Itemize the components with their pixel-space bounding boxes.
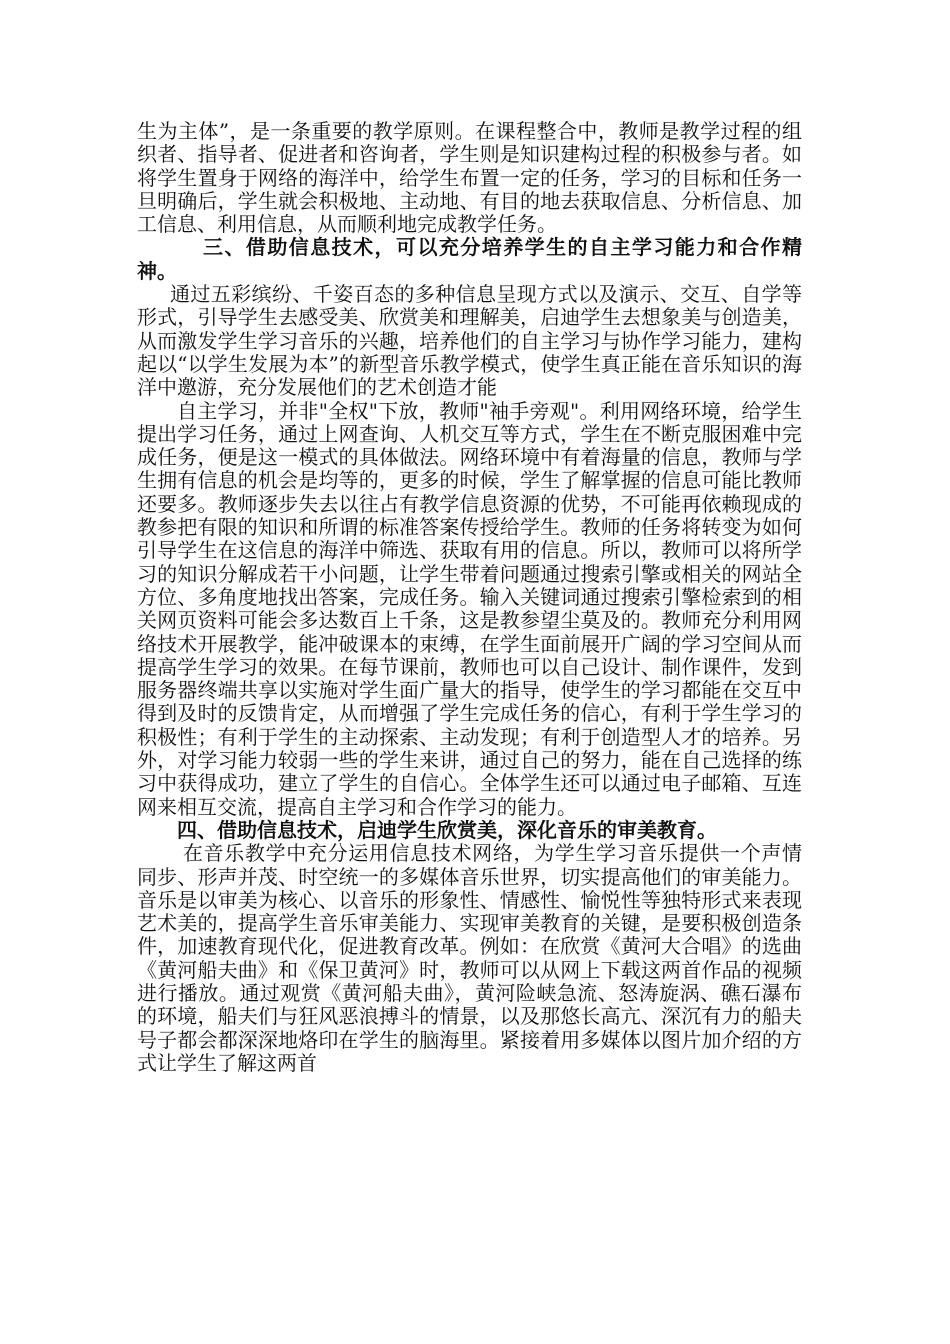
paragraph-intro: 生为主体”，是一条重要的教学原则。在课程整合中，教师是教学过程的组织者、指导者、促进者和咨询者，学生则是知识建构过程的积极参与者。如将学生置身于网络的海洋中，给学生布置一定的任务，学习的目标和任务一旦明确后，学生就会积极地、主动地、有目的地去获取信息、分析信息、加工信息、利用信息，从而顺利地完成教学任务。	[137, 119, 802, 237]
section-heading-4: 四、借助信息技术，启迪学生欣赏美，深化音乐的审美教育。	[177, 817, 717, 842]
document-page	[137, 120, 802, 1075]
section-heading-3: 三、借助信息技术，可以充分培养学生的自主学习能力和合作精神。	[137, 235, 802, 283]
paragraph-4a: 在音乐教学中充分运用信息技术网络，为学生学习音乐提供一个声情同步、形声并茂、时空统一的多媒体音乐世界，切实提高他们的审美能力。音乐是以审美为核心、以音乐的形象性、情感性、愉悦性等独特形式来表现艺术美的，提高学生音乐审美能力、实现审美教育的关键，是要积极创造条件，加速教育现代化，促进教育改革。例如：在欣赏《黄河大合唱》的选曲《黄河船夫曲》和《保卫黄河》时，教师可以从网上下载这两首作品的视频进行播放。通过观赏《黄河船夫曲》，黄河险峡急流、怒涛旋涡、礁石瀑布的环境，船夫们与狂风恶浪搏斗的情景，以及那悠长高亢、深沉有力的船夫号子都会都深深地烙印在学生的脑海里。紧接着用多媒体以图片加介绍的方式让学生了解这两首	[137, 841, 802, 1075]
paragraph-3b: 自主学习，并非"全权"下放，教师"袖手旁观"。利用网络环境，给学生提出学习任务，通过上网查询、人机交互等方式，学生在不断克服困难中完成任务，便是这一模式的具体做法。网络环境中有着海量的信息，教师与学生拥有信息的机会是均等的，更多的时候，学生了解掌握的信息可能比教师还要多。教师逐步失去以往占有教学信息资源的优势，不可能再依赖现成的教参把有限的知识和所谓的标准答案传授给学生。教师的任务将转变为如何引导学生在这信息的海洋中筛选、获取有用的信息。所以，教师可以将所学习的知识分解成若干小问题，让学生带着问题通过搜索引擎或相关的网站全方位、多角度地找出答案，完成任务。输入关键词通过搜索引擎检索到的相关网页资料可能会多达数百上千条，这是教参望尘莫及的。教师充分利用网络技术开展教学，能冲破课本的束缚，在学生面前展开广阔的学习空间从而提高学生学习的效果。在每节课前，教师也可以自己设计、制作课件，发到服务器终端共享以实施对学生面广量大的指导，使学生的学习都能在交互中得到及时的反馈肯定，从而增强了学生完成任务的信心，有利于学生学习的积极性；有利于学生的主动探索、主动发现；有利于创造型人才的培养。另外，对学习能力较弱一些的学生来讲，通过自己的努力，能在自己选择的练习中获得成功，建立了学生的自信心。全体学生还可以通过电子邮箱、互连网来相互交流，提高自主学习和合作学习的能力。	[137, 398, 802, 819]
paragraph-3a: 通过五彩缤纷、千姿百态的多种信息呈现方式以及演示、交互、自学等形式，引导学生去感受美、欣赏美和理解美，启迪学生去想象美与创造美，从而激发学生学习音乐的兴趣，培养他们的自主学习与协作学习能力，建构起以“以学生发展为本”的新型音乐教学模式，使学生真正能在音乐知识的海洋中邀游，充分发展他们的艺术创造才能	[137, 282, 802, 400]
